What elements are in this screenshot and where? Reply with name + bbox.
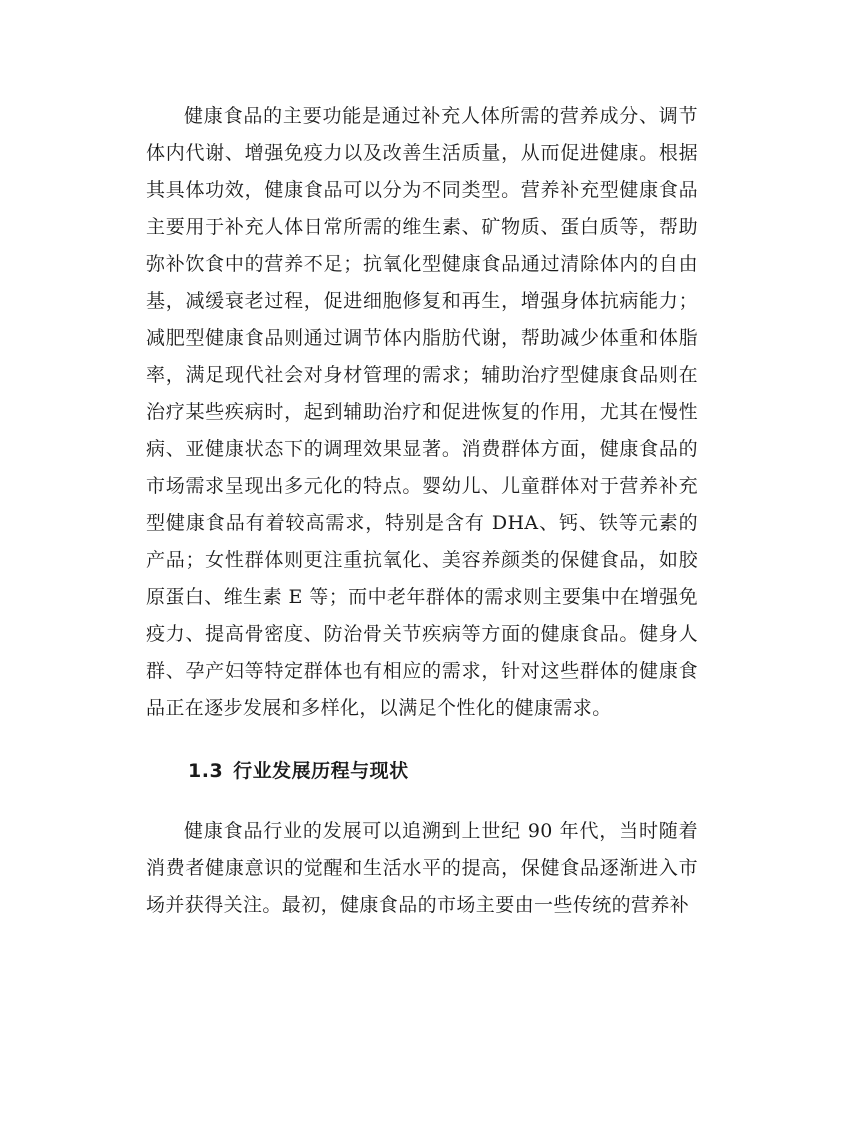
- section-heading: [146, 750, 698, 792]
- body-paragraph-2: 健康食品行业的发展可以追溯到上世纪 90 年代，当时随着消费者健康意识的觉醒和生活水平的提高，保健食品逐渐进入市场并获得关注。最初，健康食品的市场主要由一些传统的营养补: [146, 820, 698, 916]
- section-number: 1.3: [188, 760, 224, 782]
- section-title: 行业发展历程与现状: [233, 760, 409, 782]
- body-paragraph-1: 健康食品的主要功能是通过补充人体所需的营养成分、调节体内代谢、增强免疫力以及改善生活质量，从而促进健康。根据其具体功效，健康食品可以分为不同类型。营养补充型健康食品主要用于补充人体日常所需的维生素、矿物质、蛋白质等，帮助弥补饮食中的营养不足；抗氧化型健康食品通过清除体内的自由基，减缓衰老过程，促进细胞修复和再生，增强身体抗病能力；减肥型健康食品则通过调节体内脂肪代谢，帮助减少体重和体脂率，满足现代社会对身材管理的需求；辅助治疗型健康食品则在治疗某些疾病时，起到辅助治疗和促进恢复的作用，尤其在慢性病、亚健康状态下的调理效果显著。消费群体方面，健康食品的市场需求呈现出多元化的特点。婴幼儿、儿童群体对于营养补充型健康食品有着较高需求，特别是含有 DHA、钙、铁等元素的产品；女性群体则更注重抗氧化、美容养颜类的保健食品，如胶原蛋白、维生素 E 等；而中老年群体的需求则主要集中在增强免疫力、提高骨密度、防治骨关节疾病等方面的健康食品。健身人群、孕产妇等特定群体也有相应的需求，针对这些群体的健康食品正在逐步发展和多样化，以满足个性化的健康需求。: [146, 105, 698, 719]
- document-page: [146, 98, 698, 924]
